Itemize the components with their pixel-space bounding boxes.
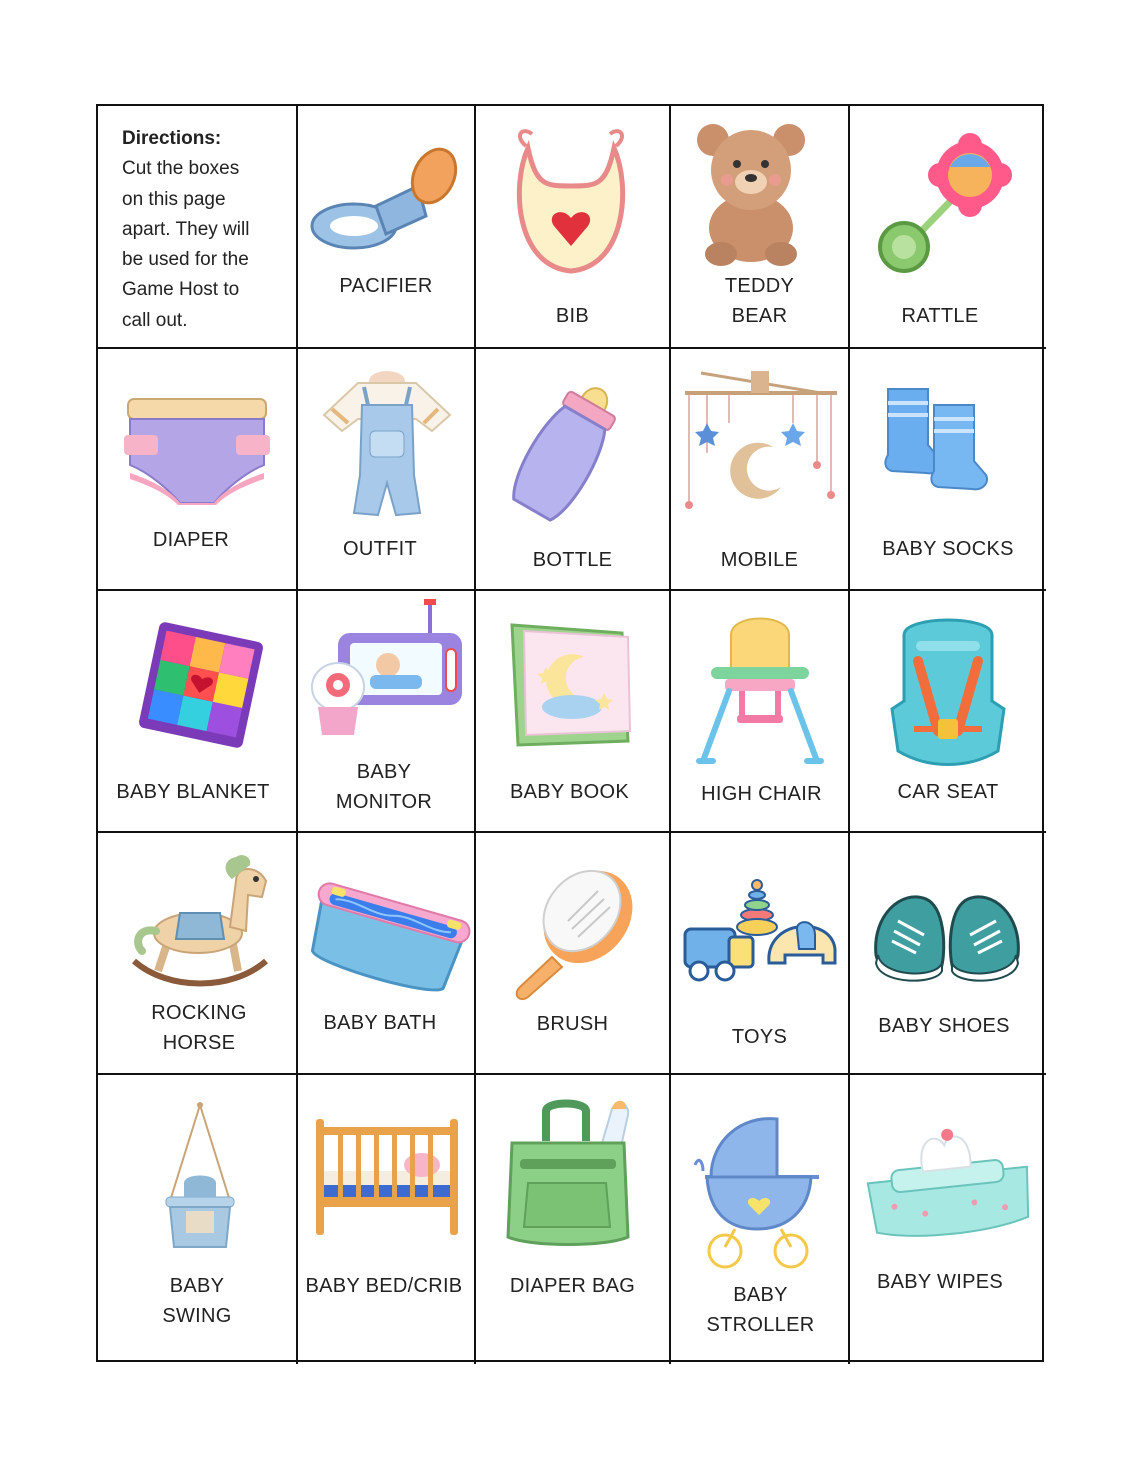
card-baby-blanket — [98, 591, 298, 833]
rattle-icon — [870, 131, 1020, 281]
card-baby-shoes — [850, 833, 1046, 1075]
diaper-bag-icon — [506, 1097, 636, 1247]
card-label: MOBILE — [720, 549, 799, 571]
teddy-bear-icon — [691, 118, 811, 268]
directions-line: Cut the boxes — [122, 158, 240, 180]
directions-line: Game Host to — [122, 279, 240, 301]
card-label: CAR SEAT — [897, 781, 999, 803]
bingo-call-card-grid — [96, 104, 1044, 1362]
card-baby-wipes — [850, 1075, 1046, 1364]
outfit-icon — [318, 365, 456, 525]
directions-line: be used for the — [122, 249, 249, 271]
baby-bath-icon — [308, 879, 468, 989]
baby-socks-icon — [882, 385, 1012, 495]
card-car-seat — [850, 591, 1046, 833]
baby-swing-icon — [160, 1101, 240, 1251]
card-label: HIGH CHAIR — [701, 783, 822, 805]
baby-shoes-icon — [872, 885, 1022, 985]
card-baby-swing — [98, 1075, 298, 1364]
brush-icon — [506, 861, 636, 1001]
toys-icon — [681, 879, 841, 985]
pacifier-icon — [306, 136, 466, 256]
card-baby-stroller — [671, 1075, 850, 1364]
baby-bed-crib-icon — [312, 1109, 462, 1239]
directions-heading: Directions: — [122, 128, 222, 149]
card-label: BABY WIPES — [876, 1271, 1003, 1293]
card-baby-book — [476, 591, 671, 833]
card-baby-socks — [850, 349, 1046, 591]
card-teddy-bear — [671, 106, 850, 349]
bottle-icon — [502, 369, 632, 529]
card-label: ROCKING HORSE — [151, 1002, 247, 1054]
baby-stroller-icon — [691, 1111, 827, 1271]
card-label: TEDDY BEAR — [724, 275, 795, 327]
card-label: BABY BOOK — [509, 781, 630, 803]
card-label: OUTFIT — [342, 538, 417, 560]
directions-line: call out. — [122, 309, 188, 331]
directions-cell — [98, 106, 298, 349]
card-baby-bed-crib — [298, 1075, 476, 1364]
card-label: BABY SWING — [162, 1275, 232, 1327]
card-label: BABY BATH — [323, 1012, 437, 1034]
card-label: TOYS — [731, 1026, 788, 1048]
card-rocking-horse — [98, 833, 298, 1075]
card-pacifier — [298, 106, 476, 349]
rocking-horse-icon — [128, 851, 272, 991]
card-label: RATTLE — [901, 305, 979, 327]
card-toys — [671, 833, 850, 1075]
baby-monitor-icon — [308, 591, 466, 741]
card-diaper-bag — [476, 1075, 671, 1364]
card-bottle — [476, 349, 671, 591]
card-high-chair — [671, 591, 850, 833]
card-label: BABY SHOES — [878, 1015, 1010, 1037]
card-label: DIAPER BAG — [509, 1275, 636, 1297]
card-label: BIB — [555, 305, 590, 327]
card-brush — [476, 833, 671, 1075]
directions-text — [122, 124, 282, 336]
card-outfit — [298, 349, 476, 591]
card-diaper — [98, 349, 298, 591]
card-label: PACIFIER — [339, 275, 433, 297]
card-label: BABY BLANKET — [116, 781, 270, 803]
bib-icon — [506, 126, 636, 276]
mobile-icon — [681, 363, 841, 523]
card-label: BABY BED/CRIB — [305, 1275, 463, 1297]
directions-line: on this page — [122, 188, 226, 210]
card-label: BABY MONITOR — [335, 761, 433, 813]
card-label: BRUSH — [536, 1013, 609, 1035]
card-baby-monitor — [298, 591, 476, 833]
card-baby-bath — [298, 833, 476, 1075]
card-label: DIAPER — [152, 529, 230, 551]
baby-wipes-icon — [862, 1125, 1034, 1237]
card-label: BOTTLE — [532, 549, 613, 571]
card-rattle — [850, 106, 1046, 349]
directions-line: apart. They will — [122, 218, 250, 240]
card-label: BABY SOCKS — [882, 538, 1014, 560]
diaper-icon — [124, 395, 270, 505]
car-seat-icon — [888, 611, 1008, 771]
baby-book-icon — [502, 613, 636, 749]
card-mobile — [671, 349, 850, 591]
card-bib — [476, 106, 671, 349]
high-chair-icon — [695, 611, 825, 767]
baby-blanket-icon — [142, 625, 260, 745]
card-label: BABY STROLLER — [706, 1284, 815, 1336]
